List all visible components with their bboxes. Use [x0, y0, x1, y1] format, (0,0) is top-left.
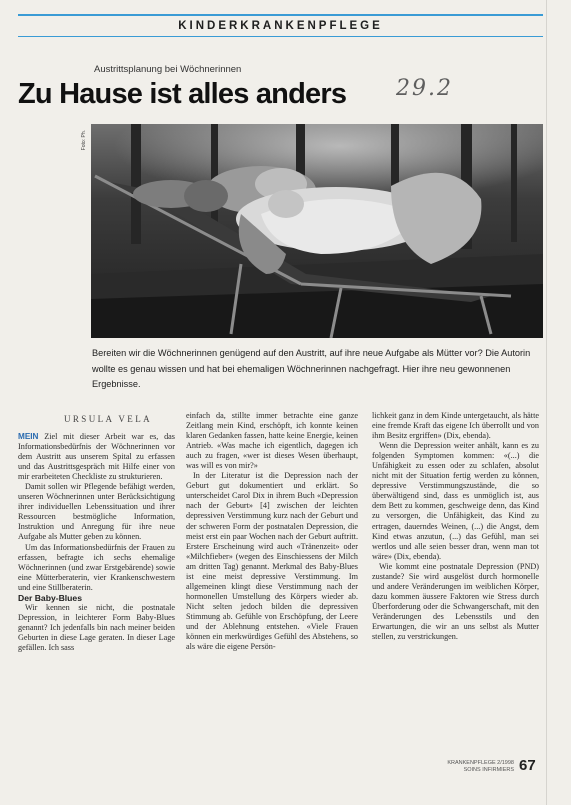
paragraph: In der Literatur ist die Depression nach der Geburt gut dokumentiert und erklärt. So unterscheidet Carol Dix in ihrem Buch «Depression nach der Geburt» [4] zwischen der leichten depressiven Verstimmung kurz nach der Geburt und der schweren Form der postnatalen Depression, die meist erst ein paar Wochen nach der Geburt auftritt. Erstere Erscheinung wird auch «Tränenzeit» oder «Milchfieber» (wegen des Einschiessens der Milch am dritten Tag) genannt. Merkmal des Baby-Blues ist eine meist depressive Verstimmung. Im allgemeinen klingt diese Verstimmung nach der hormonellen Umstellung des Körpers wieder ab. Nicht selten jedoch bilden die depressiven Stimmung ab. Gefühle von Erschöpfung, der Leere und der Ablehnung entstehen. «Viele Frauen können ein merkwürdiges Gefühl des Abstehens, so als wäre die eigene Persön-: [186, 471, 358, 652]
intro-paragraph: [18, 432, 175, 482]
article-headline: Zu Hause ist alles anders: [18, 78, 347, 110]
handwritten-note: 29.2: [396, 76, 453, 101]
page-number: 67: [519, 757, 536, 774]
paragraph: Wie kommt eine postnatale Depression (PND) zustande? Sie wird ausgelöst durch hormonelle und andere Veränderungen im weiblichen Körper, dazu kommen äussere Faktoren wie Stress durch Überforderung oder die Schwangerschaft, mit den Veränderungen des Lebensstils und den Erwartungen, die wir an uns selbst als Mutter stellen, zu verstrickungen.: [372, 561, 539, 642]
paragraph: Damit sollen wir Pflegende befähigt werden, unseren Wöchnerinnen unter Berücksichtigung ihrer individuellen Lebenssituation und ihrer Ressourcen bestmögliche Information, Instruktion und Anregung für ihre neue Aufgabe als Mutter geben zu können.: [18, 482, 175, 542]
author-byline: URSULA VELA: [64, 414, 152, 424]
text-column-1: [18, 432, 175, 653]
text-column-2: [186, 411, 358, 652]
page-edge-line: [546, 0, 547, 805]
section-title: KINDERKRANKENPFLEGE: [178, 20, 383, 32]
paragraph: Wir kennen sie nicht, die postnatale Depression, in leichterer Form Baby-Blues genannt? Ich jedenfalls bin nach meiner beiden Geburten in diese Lage geraten. In dieser Lage gefällen. Ich sass: [18, 602, 175, 652]
footer-source: KRANKENPFLEGE 2/1998 SOINS INFIRMIERS: [447, 760, 514, 773]
article-kicker: Austrittsplanung bei Wöchnerinnen: [94, 64, 242, 75]
paragraph: Um das Informationsbedürfnis der Frauen zu erfassen, befragte ich sechs ehemalige Wöchnerinnen (und zwar Erstgebärende) sowie eine Mütterberaterin, vier Krankenschwestern und eine Stillberaterin.: [18, 542, 175, 592]
subhead-baby-blues: Der Baby-Blues: [18, 592, 82, 603]
intro-keyword: MEIN: [18, 432, 39, 441]
photo-caption: Bereiten wir die Wöchnerinnen genügend auf den Austritt, auf ihre neue Aufgabe als Mütter vor? Die Autorin wollte es genau wissen und hat bei ehemaligen Wöchnerinnen nachgefragt. Hier ihre neu gewonnenen Ergebnisse.: [92, 348, 531, 389]
paragraph: Wenn die Depression weiter anhält, kann es zu folgenden Symptomen kommen: «(...) die Unfähigkeit zu essen oder zu schlafen, absolut nicht mit der Situation fertig werden zu können, depressive Verstimmungszustände, die so überwältigend sind, dass es unmöglich ist, aus dem Bett zu kommen, geschweige denn, das Kind zu versorgen, die Unfähigkeit, das Kind zu ertragen, dauerndes Weinen, (...) die Angst, dem Kind etwas anzutun, (...) das Gefühl, man sei wertlos und alle seien besser dran, wenn man tot wäre» (Dix, ebenda).: [372, 441, 539, 561]
text-column-3: [372, 411, 539, 642]
photo-credit: Foto: Ph.: [81, 130, 87, 151]
intro-text: Ziel mit dieser Arbeit war es, das Informationsbedürfnis der Wöchnerinnen vor dem Austritt aus unserem Spital zu erfassen und das Austrittsgespräch mit Hilfe einer von mir erarbeiteten Checkliste zu strukturieren.: [18, 432, 175, 482]
section-header: [18, 14, 543, 37]
article-photo: [91, 124, 543, 338]
paragraph: lichkeit ganz in dem Kinde untergetaucht, als hätte eine fremde Kraft das eigene Ich überrollt und von ihm Besitz ergriffen» (Dix, ebenda).: [372, 411, 539, 441]
paragraph: einfach da, stillte immer betrachte eine ganze Zeitlang mein Kind, erschöpft, ich konnte keinen klaren Gedanken fassen, hatte keine Energie, keinen Antrieb. «Was mache ich eigentlich, dagegen ich auch zu fragen, «wer ist dieses Wesen überhaupt, was will es von mir?»: [186, 411, 358, 471]
photo-mother-child-lounger: [91, 124, 543, 338]
